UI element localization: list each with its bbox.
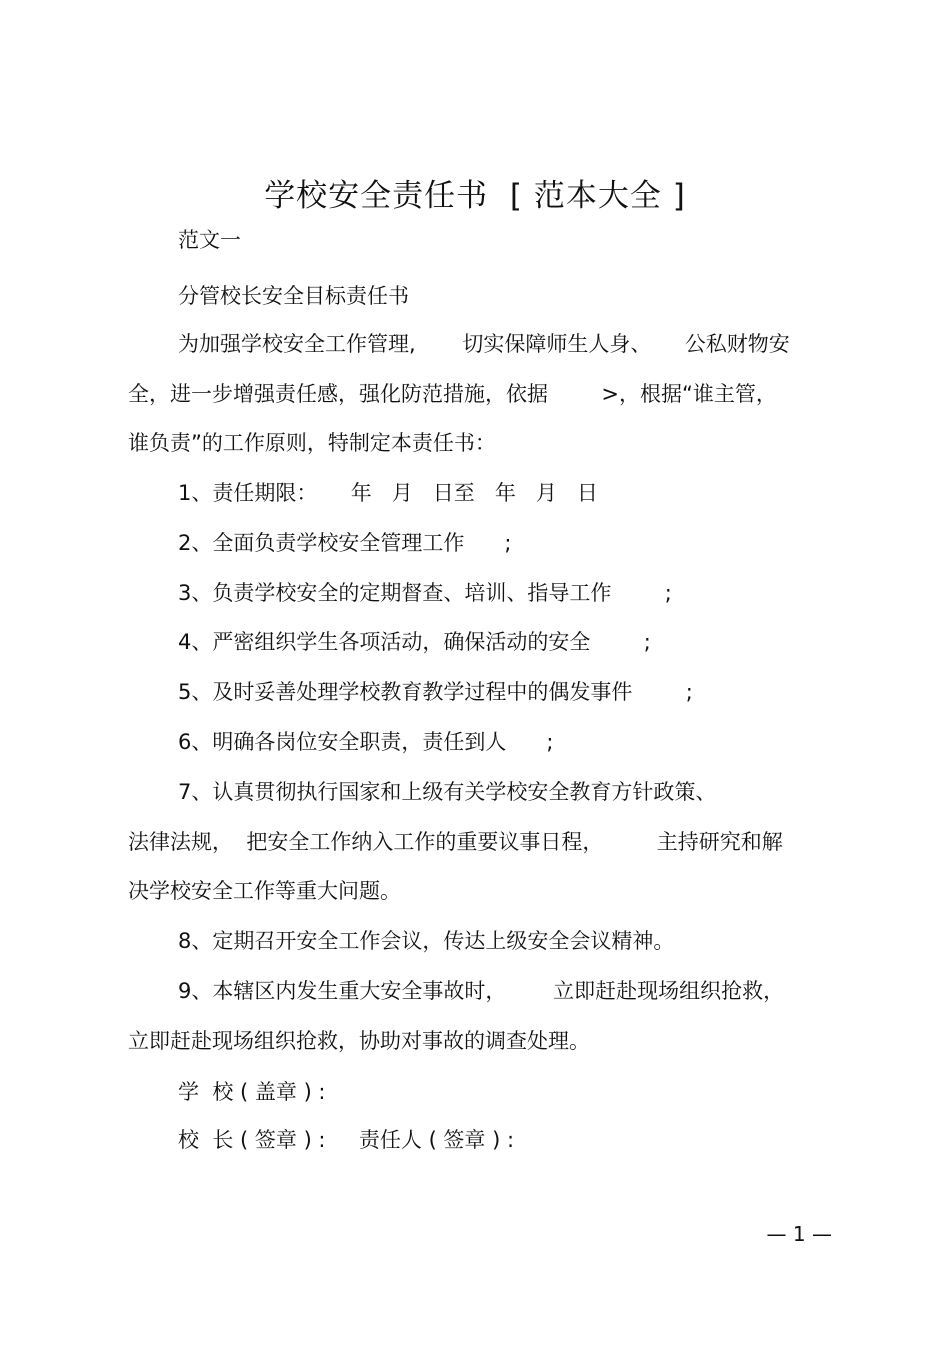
- list-item: 5、及时妥善处理学校教育教学过程中的偶发事件 ;: [178, 680, 693, 704]
- list-item-continued: 法律法规， 把安全工作纳入工作的重要议事日程， 主持研究和解: [128, 830, 783, 854]
- list-item: 4、严密组织学生各项活动，确保活动的安全 ;: [178, 630, 651, 654]
- paragraph-line: 全，进一步增强责任感，强化防范措施，依据 >，根据“谁主管，: [128, 382, 777, 406]
- paragraph-line: 为加强学校安全工作管理, 切实保障师生人身、 公私财物安: [178, 332, 790, 356]
- list-item: 6、明确各岗位安全职责，责任到人 ;: [178, 730, 554, 754]
- list-item: 1、责任期限： 年 月 日至 年 月 日: [178, 481, 598, 505]
- list-item: 2、全面负责学校安全管理工作 ;: [178, 531, 512, 555]
- list-item: 3、负责学校安全的定期督查、培训、指导工作 ;: [178, 581, 672, 605]
- list-item-continued: 决学校安全工作等重大问题。: [128, 879, 401, 903]
- list-item-continued: 立即赶赴现场组织抢救，协助对事故的调查处理。: [128, 1029, 590, 1053]
- section-heading: 范文一: [178, 228, 241, 252]
- list-item: 9、本辖区内发生重大安全事故时， 立即赶赴现场组织抢救，: [178, 979, 785, 1003]
- list-item: 7、认真贯彻执行国家和上级有关学校安全教育方针政策、: [178, 780, 717, 804]
- signature-line-school: 学 校 ( 盖章 ) :: [178, 1080, 326, 1104]
- list-item: 8、定期召开安全工作会议，传达上级安全会议精神。: [178, 929, 675, 953]
- signature-line-principal: 校 长 ( 签章 ) : 责任人 ( 签章 ) :: [178, 1128, 515, 1152]
- document-title: 学校安全责任书 [ 范本大全 ]: [264, 178, 686, 214]
- paragraph-line: 谁负责”的工作原则，特制定本责任书：: [128, 431, 496, 455]
- document-subtitle: 分管校长安全目标责任书: [178, 284, 409, 308]
- page-number: — 1 —: [766, 1222, 832, 1246]
